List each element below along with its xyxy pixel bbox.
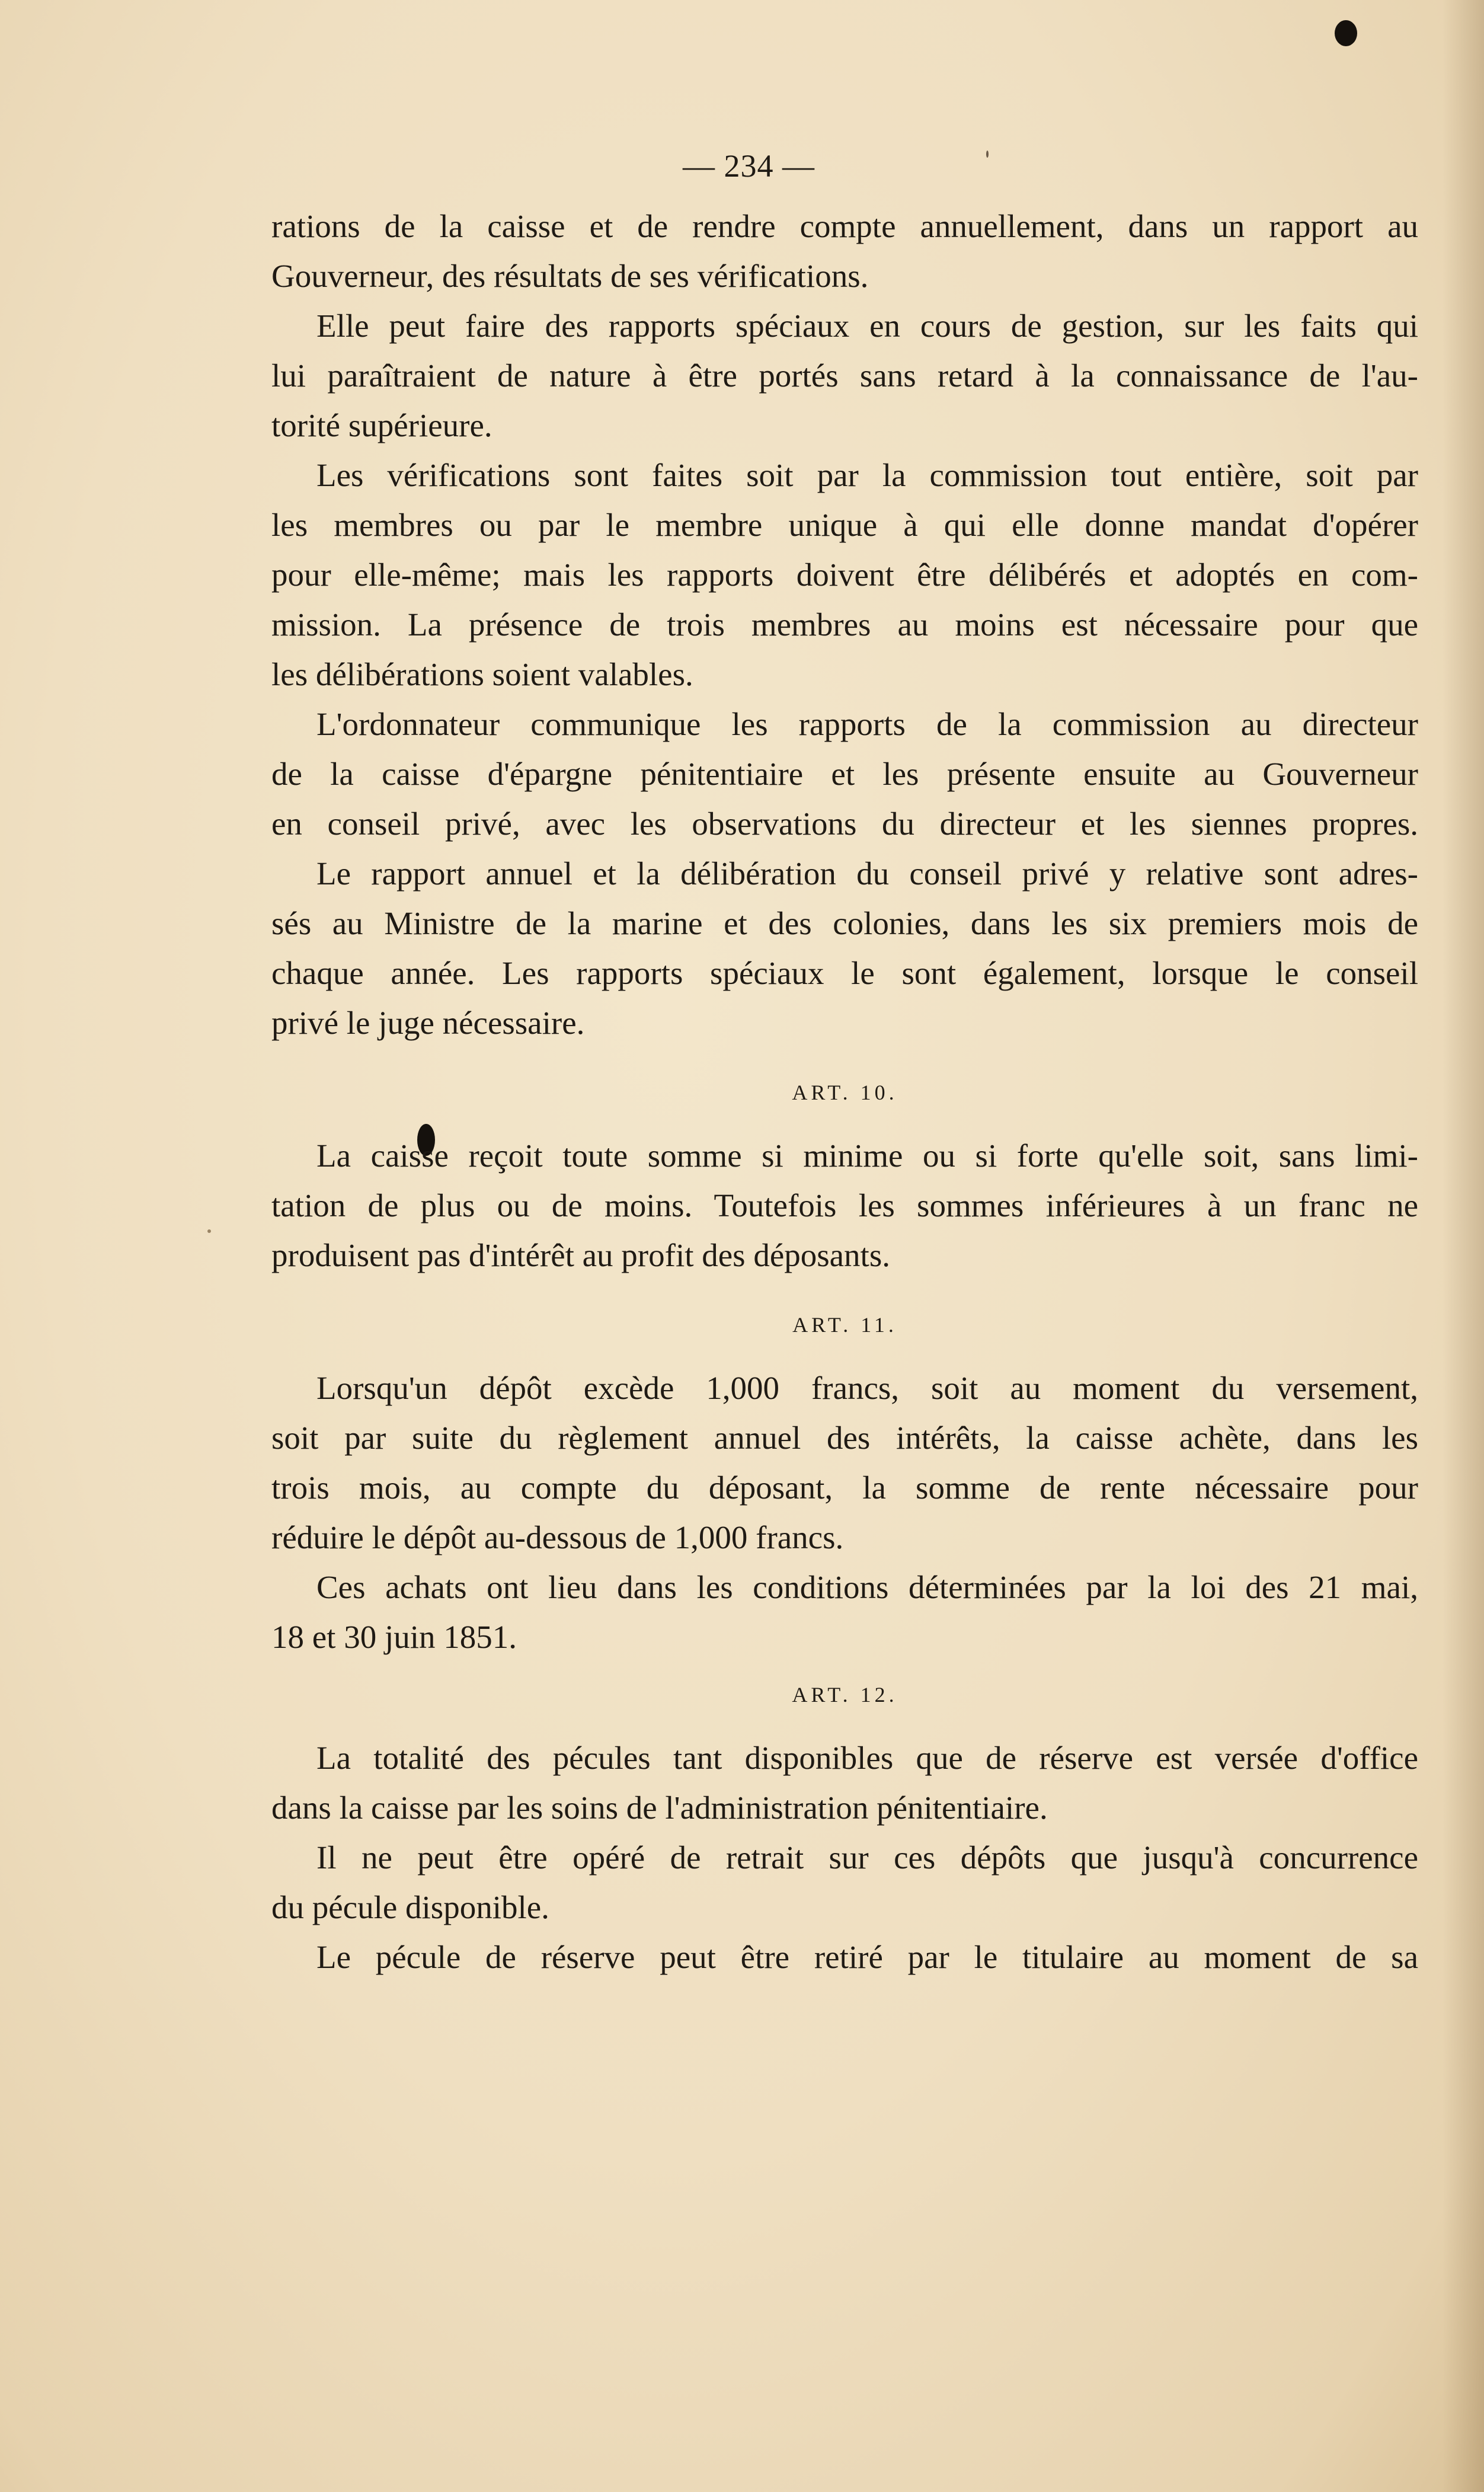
article-heading: ART. 11.	[792, 1313, 897, 1337]
text-line: Le rapport annuel et la délibération du conseil privé y relative sont adres-	[316, 855, 1418, 892]
ink-spot	[1335, 20, 1357, 46]
text-line: Gouverneur, des résultats de ses vérifications.	[271, 258, 869, 294]
text-line: La caisse reçoit toute somme si minime ou si forte qu'elle soit, sans limi-	[316, 1138, 1418, 1174]
text-line: les délibérations soient valables.	[271, 656, 693, 692]
text-line: chaque année. Les rapports spéciaux le sont également, lorsque le conseil	[271, 955, 1418, 991]
text-line: La totalité des pécules tant disponibles que de réserve est versée d'office	[316, 1740, 1418, 1776]
ink-mark	[986, 151, 989, 158]
text-line: produisent pas d'intérêt au profit des déposants.	[271, 1237, 890, 1273]
text-line: les membres ou par le membre unique à qui elle donne mandat d'opérer	[271, 507, 1418, 543]
text-line: mission. La présence de trois membres au moins est nécessaire pour que	[271, 606, 1418, 643]
text-line: sés au Ministre de la marine et des colonies, dans les six premiers mois de	[271, 905, 1418, 941]
text-line: torité supérieure.	[271, 407, 492, 443]
article-heading: ART. 12.	[792, 1683, 898, 1707]
page-edge-shadow	[1443, 0, 1484, 2492]
text-line: du pécule disponible.	[271, 1889, 549, 1925]
text-line: Il ne peut être opéré de retrait sur ces dépôts que jusqu'à concurrence	[316, 1839, 1418, 1876]
text-line: réduire le dépôt au-dessous de 1,000 francs.	[271, 1519, 844, 1555]
text-line: de la caisse d'épargne pénitentiaire et les présente ensuite au Gouverneur	[271, 756, 1418, 792]
text-line: L'ordonnateur communique les rapports de la commission au directeur	[316, 706, 1418, 742]
text-line: Ces achats ont lieu dans les conditions déterminées par la loi des 21 mai,	[316, 1569, 1418, 1605]
text-line: tation de plus ou de moins. Toutefois les sommes inférieures à un franc ne	[271, 1187, 1418, 1223]
text-line: privé le juge nécessaire.	[271, 1005, 585, 1041]
body-text	[271, 202, 1418, 1982]
text-line: lui paraîtraient de nature à être portés sans retard à la connaissance de l'au-	[271, 357, 1418, 394]
text-line: Elle peut faire des rapports spéciaux en cours de gestion, sur les faits qui	[316, 308, 1418, 344]
text-line: trois mois, au compte du déposant, la somme de rente nécessaire pour	[271, 1469, 1418, 1506]
text-line: soit par suite du règlement annuel des intérêts, la caisse achète, dans les	[271, 1420, 1418, 1456]
text-line: rations de la caisse et de rendre compte annuellement, dans un rapport au	[271, 208, 1418, 244]
text-line: dans la caisse par les soins de l'administration pénitentiaire.	[271, 1790, 1048, 1826]
text-line: en conseil privé, avec les observations du directeur et les siennes propres.	[271, 806, 1418, 842]
text-line: Les vérifications sont faites soit par la commission tout entière, soit par	[316, 457, 1418, 493]
page-number: — 234 —	[683, 148, 815, 184]
text-line: 18 et 30 juin 1851.	[271, 1619, 517, 1655]
text-line: pour elle-même; mais les rapports doivent être délibérés et adoptés en com-	[271, 557, 1418, 593]
text-line: Lorsqu'un dépôt excède 1,000 francs, soit au moment du versement,	[316, 1370, 1418, 1406]
ink-mark	[207, 1229, 211, 1233]
text-line: Le pécule de réserve peut être retiré par le titulaire au moment de sa	[316, 1939, 1418, 1975]
article-heading: ART. 10.	[792, 1081, 898, 1104]
